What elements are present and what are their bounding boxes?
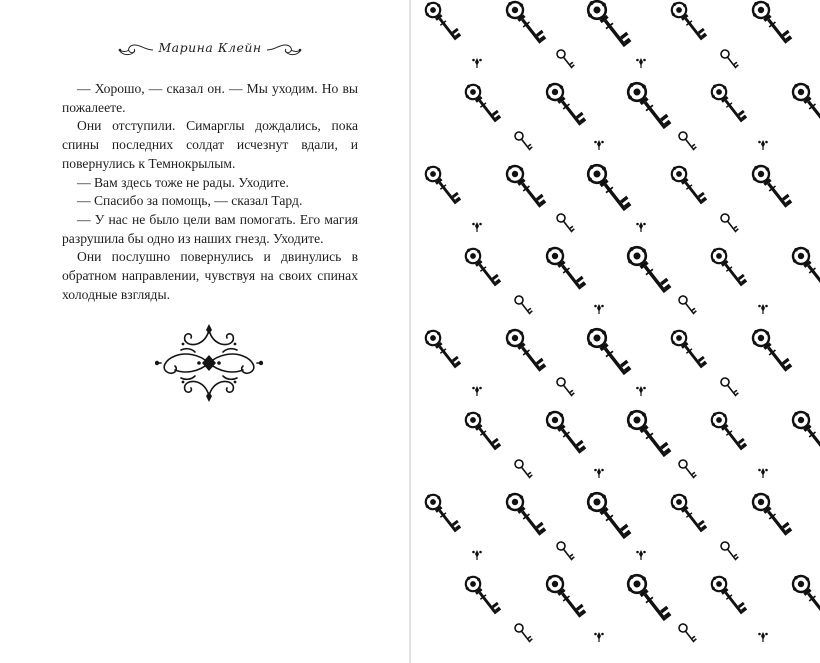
antique-key-icon — [719, 212, 739, 234]
antique-key-icon — [555, 376, 575, 398]
antique-key-icon — [787, 406, 820, 458]
antique-key-icon — [461, 244, 503, 291]
body-text — [62, 80, 358, 304]
antique-key-icon — [787, 242, 820, 294]
fleur-small-icon — [472, 222, 482, 232]
fleur-small-icon — [636, 550, 646, 560]
antique-key-icon — [667, 490, 709, 537]
antique-key-icon — [677, 622, 697, 644]
fleur-small-icon — [636, 58, 646, 68]
antique-key-icon — [501, 0, 548, 49]
fleur-small-icon — [636, 386, 646, 396]
author-name: Марина Клейн — [158, 40, 262, 55]
antique-key-icon — [707, 408, 749, 455]
antique-key-icon — [622, 241, 674, 299]
floral-ornament-icon — [155, 324, 263, 402]
paragraph: — У нас не было цели вам помогать. Его магия разрушила бы одно из наших гнезд. Уходите. — [62, 211, 358, 246]
antique-key-icon — [461, 572, 503, 619]
antique-key-icon — [719, 540, 739, 562]
antique-key-icon — [707, 80, 749, 127]
right-page — [411, 0, 820, 663]
antique-key-icon — [513, 622, 533, 644]
antique-key-icon — [541, 242, 588, 294]
antique-key-icon — [622, 77, 674, 135]
antique-key-icon — [747, 488, 794, 540]
antique-key-icon — [707, 244, 749, 291]
antique-key-icon — [677, 294, 697, 316]
antique-key-icon — [707, 572, 749, 619]
antique-key-icon — [667, 326, 709, 373]
fleur-small-icon — [472, 58, 482, 68]
antique-key-icon — [501, 324, 548, 376]
fleur-small-icon — [636, 222, 646, 232]
scroll-flourish-icon — [265, 42, 303, 58]
fleur-small-icon — [472, 386, 482, 396]
paragraph: — Хорошо, — сказал он. — Мы уходим. Но вы пожалеете. — [62, 81, 358, 115]
antique-key-icon — [582, 323, 634, 381]
paragraph: — Спасибо за помощь, — сказал Тард. — [77, 193, 303, 209]
antique-key-icon — [421, 162, 463, 209]
antique-key-icon — [541, 406, 588, 458]
antique-key-icon — [667, 162, 709, 209]
antique-key-icon — [582, 159, 634, 217]
antique-key-icon — [513, 458, 533, 480]
fleur-small-icon — [758, 304, 768, 314]
antique-key-icon — [787, 570, 820, 622]
running-head — [117, 37, 303, 61]
fleur-small-icon — [758, 140, 768, 150]
antique-key-icon — [719, 48, 739, 70]
antique-key-icon — [747, 160, 794, 212]
fleur-small-icon — [594, 304, 604, 314]
antique-key-icon — [787, 78, 820, 130]
antique-key-icon — [582, 487, 634, 545]
fleur-small-icon — [594, 140, 604, 150]
antique-key-icon — [622, 405, 674, 463]
antique-key-icon — [555, 540, 575, 562]
antique-key-icon — [501, 160, 548, 212]
antique-key-icon — [541, 78, 588, 130]
antique-key-icon — [582, 0, 634, 53]
antique-key-icon — [747, 324, 794, 376]
fleur-small-icon — [758, 632, 768, 642]
antique-key-icon — [719, 376, 739, 398]
antique-key-icon — [622, 569, 674, 627]
antique-key-icon — [513, 294, 533, 316]
antique-key-icon — [555, 48, 575, 70]
antique-key-icon — [555, 212, 575, 234]
paragraph: Они отступили. Симарглы дождались, пока спины последних солдат исчезнут вдали, и повернулись к Темнокрылым. — [62, 118, 358, 171]
scroll-flourish-icon — [117, 42, 155, 58]
paragraph: Они послушно повернулись и двинулись в обратном направлении, чувствуя на своих спинах холодные взгляды. — [62, 249, 358, 302]
antique-key-icon — [677, 458, 697, 480]
left-page — [0, 0, 409, 663]
antique-key-icon — [677, 130, 697, 152]
paragraph: — Вам здесь тоже не рады. Уходите. — [77, 174, 289, 190]
antique-key-icon — [461, 80, 503, 127]
fleur-small-icon — [594, 468, 604, 478]
fleur-small-icon — [472, 550, 482, 560]
fleur-small-icon — [758, 468, 768, 478]
antique-key-icon — [747, 0, 794, 49]
antique-key-icon — [513, 130, 533, 152]
fleur-small-icon — [594, 632, 604, 642]
antique-key-icon — [667, 0, 709, 45]
antique-key-icon — [461, 408, 503, 455]
antique-key-icon — [501, 488, 548, 540]
antique-key-icon — [421, 326, 463, 373]
antique-key-icon — [421, 0, 463, 45]
antique-key-icon — [541, 570, 588, 622]
key-pattern — [411, 0, 820, 663]
antique-key-icon — [421, 490, 463, 537]
